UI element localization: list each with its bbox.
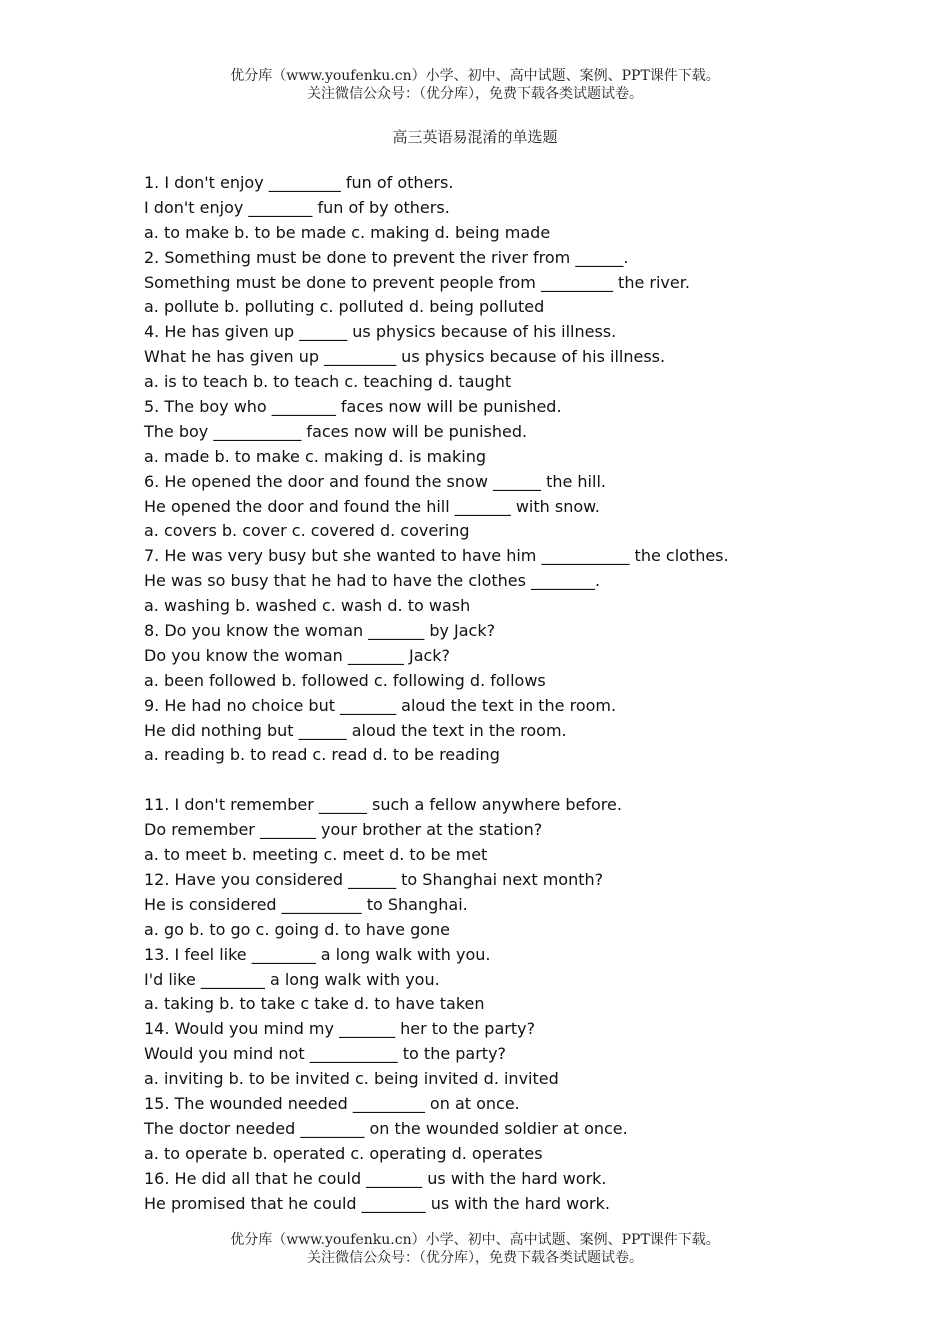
question-line: He is considered __________ to Shanghai. [144,894,468,914]
answer-options: a. covers b. cover c. covered d. covering [144,521,470,541]
answer-options: a. to meet b. meeting c. meet d. to be met [144,845,488,865]
question-line: I don't enjoy ________ fun of by others. [144,197,450,217]
question-line: He opened the door and found the hill _______ with snow. [144,496,600,516]
answer-options: a. washing b. washed c. wash d. to wash [144,596,471,616]
blank-line [144,768,924,793]
question-line: 12. Have you considered ______ to Shanghai next month? [144,869,604,889]
header-line-2: 关注微信公众号：（优分库），免费下载各类试题试卷。 [307,86,643,102]
question-line: He promised that he could ________ us with the hard work. [144,1193,610,1213]
question-line: He was so busy that he had to have the clothes ________. [144,571,601,591]
question-line: 4. He has given up ______ us physics because of his illness. [144,322,617,342]
answer-options: a. taking b. to take c take d. to have taken [144,994,485,1014]
answer-options: a. to operate b. operated c. operating d. operates [144,1143,543,1163]
answer-options: a. inviting b. to be invited c. being invited d. invited [144,1069,559,1089]
footer-line-1: 优分库（www.youfenku.cn）小学、初中、高中试题、案例、PPT课件下载。 [230,1232,720,1248]
question-line: He did nothing but ______ aloud the text in the room. [144,720,567,740]
question-line: 11. I don't remember ______ such a fellow anywhere before. [144,795,622,815]
question-line: 14. Would you mind my _______ her to the party? [144,1019,536,1039]
page-footer [0,1231,950,1267]
question-line: 2. Something must be done to prevent the river from ______. [144,247,629,267]
answer-options: a. made b. to make c. making d. is making [144,446,486,466]
question-line: Do you know the woman _______ Jack? [144,645,451,665]
answer-options: a. reading b. to read c. read d. to be reading [144,745,500,765]
question-line: The doctor needed ________ on the wounded soldier at once. [144,1118,628,1138]
question-line: 16. He did all that he could _______ us with the hard work. [144,1168,607,1188]
answer-options: a. is to teach b. to teach c. teaching d. taught [144,372,512,392]
question-line: 6. He opened the door and found the snow ______ the hill. [144,471,606,491]
answer-options: a. pollute b. polluting c. polluted d. being polluted [144,297,545,317]
document-title: 高三英语易混淆的单选题 [392,128,558,146]
question-line: Would you mind not ___________ to the party? [144,1044,507,1064]
page-header [0,67,950,103]
question-line: 15. The wounded needed _________ on at once. [144,1093,520,1113]
question-line: 7. He was very busy but she wanted to have him ___________ the clothes. [144,546,729,566]
question-list [144,171,924,1216]
footer-line-2: 关注微信公众号：（优分库），免费下载各类试题试卷。 [307,1250,643,1266]
answer-options: a. to make b. to be made c. making d. being made [144,222,551,242]
question-line: 13. I feel like ________ a long walk with you. [144,944,491,964]
question-line: 8. Do you know the woman _______ by Jack? [144,621,496,641]
question-line: I'd like ________ a long walk with you. [144,969,440,989]
answer-options: a. go b. to go c. going d. to have gone [144,919,451,939]
question-line: The boy ___________ faces now will be punished. [144,421,528,441]
question-line: Something must be done to prevent people from _________ the river. [144,272,690,292]
header-line-1: 优分库（www.youfenku.cn）小学、初中、高中试题、案例、PPT课件下载。 [230,68,720,84]
question-line: 5. The boy who ________ faces now will be punished. [144,397,562,417]
question-line: Do remember _______ your brother at the station? [144,820,543,840]
question-line: 1. I don't enjoy _________ fun of others. [144,173,454,192]
answer-options: a. been followed b. followed c. following d. follows [144,670,546,690]
question-line: What he has given up _________ us physics because of his illness. [144,347,666,367]
question-line: 9. He had no choice but _______ aloud the text in the room. [144,695,617,715]
